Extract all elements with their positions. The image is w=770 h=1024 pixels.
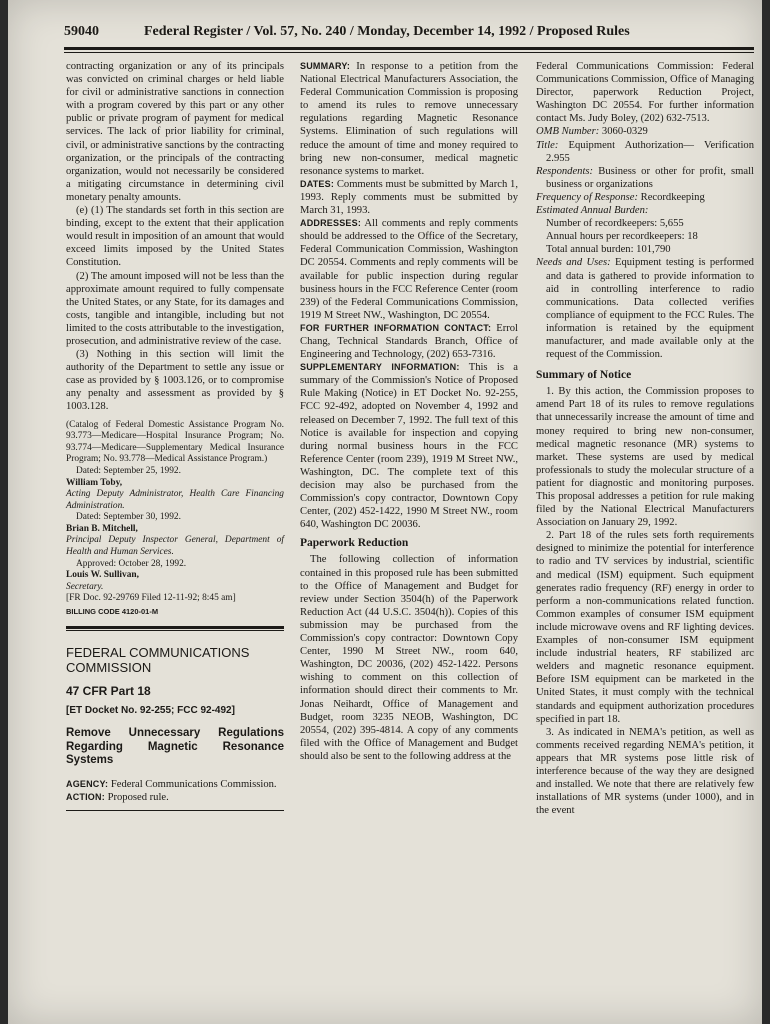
burden-item: Annual hours per recordkeepers: 18 bbox=[546, 231, 698, 243]
column-3 bbox=[536, 60, 754, 817]
burden-item: Total annual burden: 101,790 bbox=[546, 244, 671, 256]
column-2 bbox=[300, 60, 518, 763]
burden-label: Estimated Annual Burden: bbox=[536, 205, 649, 217]
frequency-value: Recordkeeping bbox=[640, 191, 705, 203]
running-head: Federal Register / Vol. 57, No. 240 / Monday, December 14, 1992 / Proposed Rules bbox=[144, 24, 630, 39]
burden-item: Number of recordkeepers: 5,655 bbox=[546, 218, 684, 230]
paperwork-heading: Paperwork Reduction bbox=[300, 537, 409, 550]
title-label: Title: bbox=[536, 139, 559, 151]
agency-heading-line: FEDERAL COMMUNICATIONS bbox=[66, 645, 250, 661]
signer-title: Secretary. bbox=[66, 581, 104, 592]
supplementary-section bbox=[300, 361, 518, 531]
addresses-label: ADDRESSES: bbox=[300, 218, 362, 229]
signer-name: Brian B. Mitchell, bbox=[66, 523, 138, 534]
paragraph: Federal Communications Commission: Federal Communications Commission, Office of Managing Director, paperwork Reduction Project, Washington DC 20554. For further information contact Ms. Judy Boley, (202) 632-7513. bbox=[536, 61, 754, 125]
summary-text: In response to a petition from the National Electrical Manufacturers Association, the Federal Communication Commission is proposing to amend its rules to remove unnecessary regulations regarding Magnetic Resonance Systems. Elimination of such regulations will reduce the amount of time and money required to bring new non-consumer, medical magnetic resonance systems to market. bbox=[300, 61, 518, 177]
page-number: 59040 bbox=[64, 24, 99, 39]
collection-details bbox=[536, 125, 754, 361]
dates-text: Comments must be submitted by March 1, 1993. Reply comments must be submitted by March 31, 1993. bbox=[300, 178, 518, 217]
section-divider bbox=[66, 626, 284, 629]
contact-section bbox=[300, 322, 518, 361]
respondents-value: Business or other for profit, small business or organizations bbox=[546, 165, 754, 190]
contact-text: Errol Chang, Technical Standards Branch, Office of Engineering and Technology, (202) 653-7316. bbox=[300, 322, 518, 361]
addresses-text: All comments and reply comments should be addressed to the Office of the Secretary, Federal Communication Commission, Washington DC 20554. Comments and reply comments will be available for public inspection during regular business hours in the FCC Reference Center (room 239) of the Federal Communications Commission, 1919 M Street NW., Washington, DC 20554. bbox=[300, 218, 518, 321]
paragraph: (e) (1) The standards set forth in this section are binding, except to the extent that their application would result in imposition of an amount that would exceed limits imposed by the United States Constitution. bbox=[66, 205, 284, 269]
needs-label: Needs and Uses: bbox=[536, 257, 611, 269]
omb-label: OMB Number: bbox=[536, 126, 600, 138]
frequency bbox=[536, 191, 754, 204]
cfr-part: 47 CFR Part 18 bbox=[66, 684, 151, 699]
title-value: Equipment Authorization— Verification 2.955 bbox=[546, 139, 754, 164]
respondents bbox=[536, 165, 754, 191]
action-line bbox=[66, 791, 284, 804]
respondents-label: Respondents: bbox=[536, 165, 594, 177]
column-end-rule bbox=[66, 810, 284, 811]
fr-doc-line: [FR Doc. 92-29769 Filed 12-11-92; 8:45 am] bbox=[66, 593, 236, 604]
dated-line: Dated: September 30, 1992. bbox=[76, 512, 181, 523]
needs-and-uses bbox=[536, 256, 754, 361]
agency-heading bbox=[66, 645, 284, 675]
agency-heading-line: COMMISSION bbox=[66, 660, 152, 676]
summary-label: SUMMARY: bbox=[300, 61, 351, 71]
catalog-note: (Catalog of Federal Domestic Assistance Program No. 93.773—Medicare—Hospital Insurance Program; No. 93.774—Medicare—Supplementary Medical Insurance Program; No. 93.778—Medical Assistance Program.) bbox=[66, 419, 284, 465]
agency-line bbox=[66, 778, 284, 791]
section-divider-thin bbox=[66, 630, 284, 631]
paragraph: 1. By this action, the Commission proposes to amend Part 18 of its rules to remove regulations that unnecessarily increase the amount of time and money required to bring new non-consumer, medical magnetic resonance (MR) systems to market. These systems are used by medical professionals to study the molecular structure of a patient for diagnostic and monitoring purposes. This proposal addresses a petition for rule making filed by the National Electrical Manufacturers Association on January 29, 1992. bbox=[536, 386, 754, 529]
contact-label: FOR FURTHER INFORMATION CONTACT: bbox=[300, 322, 492, 333]
signer-name: Louis W. Sullivan, bbox=[66, 570, 139, 581]
signer-title: Principal Deputy Inspector General, Department of Health and Human Services. bbox=[66, 535, 284, 558]
dates-label: DATES: bbox=[300, 178, 335, 189]
needs-value: Equipment testing is performed and data is gathered to provide information to aid in controlling interference to radio communications. Data collected verifies compliance of equipment to the FCC Rules. The information is retained by the equipment manufacturer, and made available only at the request of the Commission. bbox=[546, 257, 754, 361]
frequency-label: Frequency of Response: bbox=[536, 191, 638, 203]
rule-title: Remove Unnecessary Regulations Regarding Magnetic Resonance Systems bbox=[66, 727, 284, 767]
signer-name: William Toby, bbox=[66, 477, 123, 488]
paragraph: (2) The amount imposed will not be less than the approximate amount required to fully compensate the United States, or any State, for its damages and costs, tangible and intangible, including but not limited to the costs attributable to the investigation, prosecution, and administrative review of the case. bbox=[66, 270, 284, 347]
docket-number: [ET Docket No. 92-255; FCC 92-492] bbox=[66, 705, 235, 717]
paragraph: contracting organization or any of its principals was convicted on criminal charges or held liable for civil or administrative sanctions in connection with a program covered by this part or any other public or private program of payment for medical services. The lack of prior liability for criminal, civil, or administrative sanctions by the contracting organization, or the principals of the contracting organization, would not necessarily be considered a mitigating circumstance in determining civil monetary penalty amounts. bbox=[66, 61, 284, 203]
column-1 bbox=[66, 60, 284, 811]
approved-line: Approved: October 28, 1992. bbox=[76, 558, 187, 569]
paragraph: The following collection of information contained in this proposed rule has been submitted to the Office of Management and Budget for review under Section 3504(h) of the Paperwork Reduction Act (44 U.S.C. 3504(h)). Copies of this submission may be purchased from the Commission's copy contractor: Downtown Copy Center, 1990 M Street NW., room 640, Washington, DC 20036, (202) 452-1422. Persons wishing to comment on this collection of information should direct their comments to Mr. Jonas Neihardt, Office of Management and Budget, room 3235 NEOB, Washington, DC 20554, (202) 395-4814. A copy of any comments filed with the Office of Management and Budget should also be sent to the following address at the bbox=[300, 554, 518, 762]
collection-title bbox=[536, 139, 754, 165]
header-rule-thin bbox=[64, 52, 754, 53]
omb-number bbox=[536, 125, 754, 138]
paragraph: 2. Part 18 of the rules sets forth requirements designed to minimize the potential for interference to radio and TV services by industrial, scientific and medical (ISM) equipment. Such equipment generates radio frequency (RF) energy in order to perform a non-communications related function. Common examples of consumer ISM equipment include microwave ovens and RF lighting devices. Examples of non-consumer ISM equipment include industrial heaters, RF stabilized arc welders and magnetic resonance equipment. Before ISM equipment can be marketed in the United States, it must comply with the technical standards and equipment authorization procedures specified in part 18. bbox=[536, 530, 754, 725]
dates-section bbox=[300, 178, 518, 217]
action-text: Proposed rule. bbox=[107, 791, 169, 803]
annual-burden bbox=[536, 204, 754, 217]
supplementary-text: This is a summary of the Commission's Notice of Proposed Rule Making (Notice) in ET Docket No. 92-255, FCC 92-492, adopted on November 4, 1992 and released on December 7, 1992. The full text of this Notice is available for inspection and copying during normal business hours in the FCC Reference Center (room 239), 1919 M Street NW., Washington, DC. The complete text of this decision may also be purchased from the Commission's copy contractor, Downtown Copy Center, (202) 452-1422, 1990 M Street NW., room 640, Washington DC 20036. bbox=[300, 362, 518, 531]
omb-value: 3060-0329 bbox=[601, 126, 648, 138]
billing-code: BILLING CODE 4120-01-M bbox=[66, 607, 159, 617]
summary-section bbox=[300, 60, 518, 178]
agency-label: AGENCY: bbox=[66, 778, 109, 789]
signer-title: Acting Deputy Administrator, Health Care Financing Administration. bbox=[66, 489, 284, 511]
supplementary-label: SUPPLEMENTARY INFORMATION: bbox=[300, 362, 460, 373]
paragraph: 3. As indicated in NEMA's petition, as well as comments received regarding NEMA's petition, it appears that MR systems pose little risk of interference because of the way they are designed and installed. We note that there are relatively few installations of MR systems (under 1000), and in the event bbox=[536, 726, 754, 817]
document-page bbox=[8, 0, 762, 1024]
page-header bbox=[64, 24, 754, 46]
paragraph: (3) Nothing in this section will limit the authority of the Department to settle any issue or case as provided by § 1003.126, or to compromise any penalty and assessment as provided by § 1003.128. bbox=[66, 349, 284, 413]
notice-heading: Summary of Notice bbox=[536, 369, 632, 382]
header-rule bbox=[64, 47, 754, 50]
action-label: ACTION: bbox=[66, 791, 105, 802]
agency-text: Federal Communications Commission. bbox=[110, 778, 277, 790]
addresses-section bbox=[300, 217, 518, 322]
dated-line: Dated: September 25, 1992. bbox=[76, 465, 181, 476]
